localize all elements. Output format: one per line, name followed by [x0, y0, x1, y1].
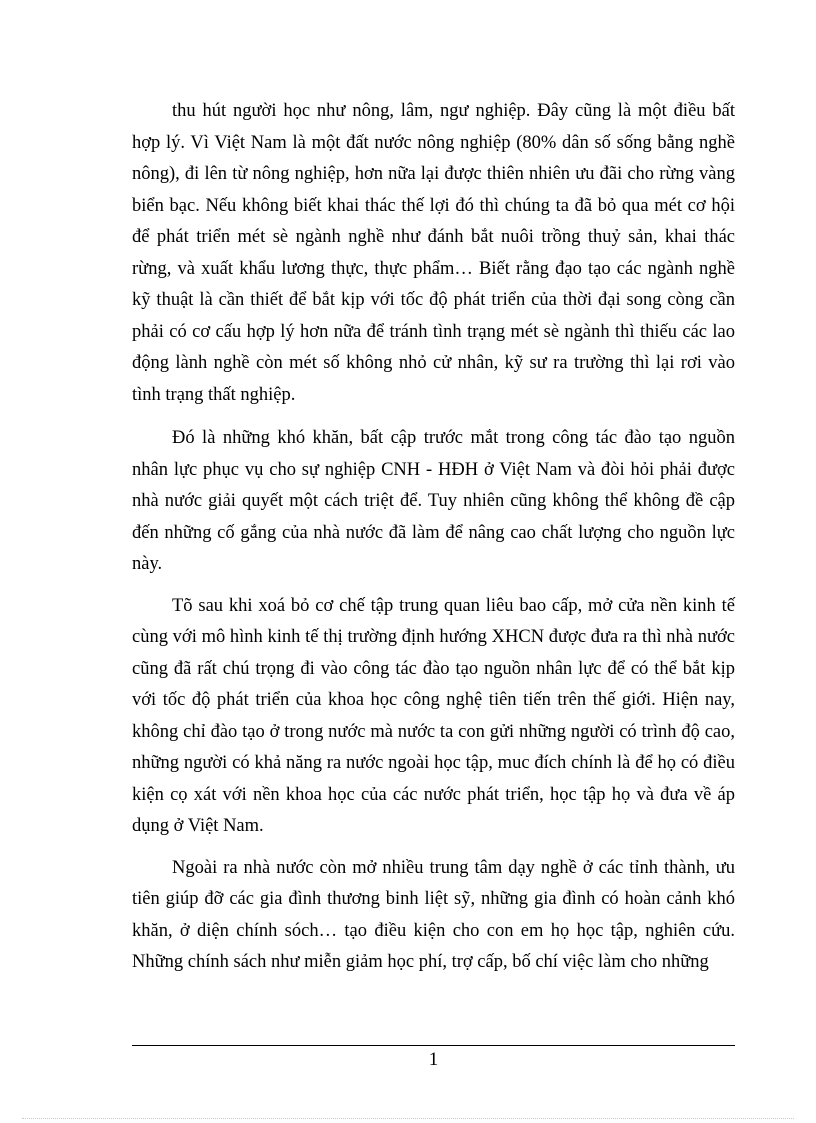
paragraph-3: Tõ sau khi xoá bỏ cơ chế tập trung quan liêu bao cấp, mở cửa nền kinh tế cùng với mô hình kinh tế thị trường định hướng XHCN được đưa ra thì nhà nước cũng đã rất chú trọng đi vào công tác đào tạo nguồn nhân lực để có thể bắt kịp với tốc độ phát triển của khoa học công nghệ tiên tiến trên thế giới. Hiện nay, không chỉ đào tạo ở trong nước mà nước ta con gửi những người có trình độ cao, những người có khả năng ra nước ngoài học tập, muc đích chính là để họ có điều kiện cọ xát với nền khoa học của các nước phát triển, học tập họ và đưa về áp dụng ở Việt Nam.	[132, 595, 735, 836]
footer-divider	[132, 1045, 735, 1046]
paragraph-4: Ngoài ra nhà nước còn mở nhiều trung tâm dạy nghề ở các tỉnh thành, ưu tiên giúp đỡ các gia đình thương binh liệt sỹ, những gia đình có hoàn cảnh khó khăn, ở diện chính sóch… tạo điều kiện cho con em họ học tập, nghiên cứu. Những chính sách như miễn giảm học phí, trợ cấp, bố chí việc làm cho những	[132, 857, 735, 972]
paragraph-2: Đó là những khó khăn, bất cập trước mắt trong công tác đào tạo nguồn nhân lực phục vụ cho sự nghiệp CNH - HĐH ở Việt Nam và đòi hỏi phải được nhà nước giải quyết một cách triệt để. Tuy nhiên cũng không thể không đề cập đến những cố gắng của nhà nước đã làm để nâng cao chất lượng cho nguồn lực này.	[132, 428, 735, 574]
paragraph-1: thu hút người học như nông, lâm, ngư nghiệp. Đây cũng là một điều bất hợp lý. Vì Việt Nam là một đất nước nông nghiệp (80% dân số sống bằng nghề nông), đi lên từ nông nghiệp, hơn nữa lại được thiên nhiên ưu đãi cho rừng vàng biển bạc. Nếu không biết khai thác thế lợi đó thì chúng ta đã bỏ qua mét cơ hội để phát triển mét sè ngành nghề như đánh bắt nuôi trồng thuỷ sản, khai thác rừng, và xuất khẩu lương thực, thực phẩm… Biết rằng đạo tạo các ngành nghề kỹ thuật là cần thiết để bắt kịp với tốc độ phát triển của thời đại song còng cần phải có cơ cấu hợp lý hơn nữa để tránh tình trạng mét sè ngành thì thiếu các lao động lành nghề còn mét số không nhỏ cử nhân, kỹ sư ra trường thì lại rơi vào tình trạng thất nghiệp.	[132, 101, 735, 405]
page-number: 1	[428, 1049, 439, 1070]
body-text	[132, 96, 735, 979]
page-bottom-edge	[22, 1118, 794, 1119]
